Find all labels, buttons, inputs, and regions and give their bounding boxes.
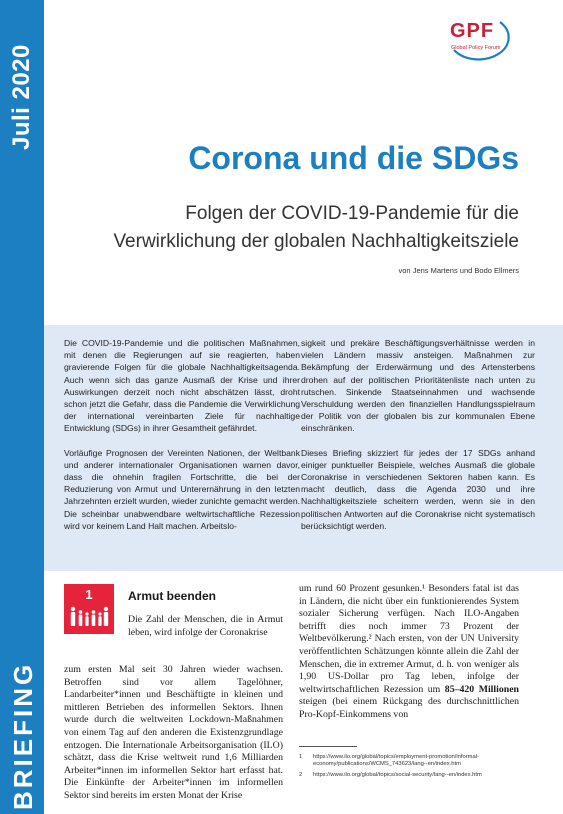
family-people-icon — [69, 606, 109, 628]
intro-column-right — [301, 337, 535, 544]
sidebar-band — [0, 0, 44, 814]
page-subtitle: Folgen der COVID-19-Pandemie für die Verwirklichung der globalen Nachhaltigkeitsziele — [113, 203, 519, 252]
logo-subtitle: Global Policy Forum — [451, 45, 501, 51]
intro-box — [44, 325, 563, 571]
footnote-divider — [299, 746, 357, 747]
sdg-number: 1 — [85, 587, 93, 602]
authors-line: von Jens Martens und Bodo Ellmers — [398, 266, 519, 275]
highlight-figure: 85–420 Millionen — [444, 683, 519, 695]
intro-column-left — [64, 337, 300, 544]
section-text-intro: Die Zahl der Menschen, die in Armut leben, wird infolge der Coronakrise — [128, 614, 283, 638]
publication-type-label: BRIEFING — [8, 661, 38, 810]
footnote-link[interactable]: https://www.ilo.org/global/topics/employment-promotion/informal-economy/publications/WCMS_743623/lang--en/index.htm — [313, 754, 479, 768]
page-title: Corona und die SDGs — [188, 140, 519, 176]
section-title: Armut beenden — [128, 589, 217, 603]
footnote-link[interactable]: https://www.ilo.org/global/topics/social-security/lang--en/index.htm — [313, 771, 482, 778]
intro-paragraph: Dieses Briefing skizziert für jedes der 17 SDGs anhand einiger punktueller Beispiele, welches Ausmaß die globale Coronakrise in verschiedenen Sektoren haben kann. Es macht deutlich, dass die Agenda 2030 und ihre Nachhaltigkeitsziele scheitern werden, wenn sie in den politischen Antworten auf die Coronakrise nicht systematisch berücksichtigt werden. — [301, 447, 535, 531]
issue-date: Juli 2020 — [8, 44, 35, 150]
section-text-right — [299, 583, 519, 722]
footnote — [299, 754, 539, 769]
text-run: steigen (bei einem Rückgang des durchschnittlichen Pro-Kopf-Einkommens von — [299, 696, 519, 720]
footnote — [299, 772, 539, 779]
footnotes — [299, 754, 539, 782]
section-text-left: zum ersten Mal seit 30 Jahren wieder wachsen. Betroffen sind vor allem Tagelöhner, Landarbeiter*innen und Beschäftigte in kleinen und mittleren Betrieben des informellen Sektors. Ihnen wurde durch die weltweiten Lockdown-Maßnahmen von einem Tag auf den anderen die Existenzgrundlage entzogen. Die Internationale Arbeitsorganisation (ILO) schätzt, dass die Krise weltweit rund 1,6 Milliarden Arbeiter*innen im informellen Sektor hart erfasst hat. Die Einkünfte der Arbeiter*innen im informellen Sektor sind bereits im ersten Monat der Krise — [64, 664, 283, 801]
intro-paragraph: Die COVID-19-Pandemie und die politischen Maßnahmen, mit denen die Regierungen auf sie reagierten, haben gravierende Folgen für die globale Nachhaltigkeitsagenda. Auch wenn sich das ganze Ausmaß der Krise und ihrer Auswirkungen derzeit noch nicht abschätzen lässt, droht schon jetzt die Gefahr, dass die Pandemie die Verwirklichung der international vereinbarten Ziele für nachhaltige Entwicklung (SDGs) in ihrer Gesamtheit gefährdet. — [64, 338, 300, 434]
footnote-number: 2 — [299, 771, 303, 778]
sdg-1-badge — [64, 584, 114, 634]
footnote-number: 1 — [299, 754, 303, 760]
text-run: um rund 60 Prozent gesunken.¹ Besonders fatal ist das in Ländern, die nicht über ein funktionierendes System sozialer Sicherung verfügen. Nach ILO-Angaben betrifft dies noch immer 73 Prozent der Weltbevölkerung.² Nach ersten, von der UN University veröffentlichten Schätzungen könnte allein die Zahl der Menschen, die in extremer Armut, d. h. von weniger als 1,90 US-Dollar pro Tag leben, infolge der weltwirtschaftlichen Rezession um — [299, 583, 519, 695]
logo-text: GPF — [450, 20, 495, 42]
intro-paragraph: Vorläufige Prognosen der Vereinten Nationen, der Weltbank und anderer internationaler Organisationen warnen davor, dass die ohnehin fragilen Fortschritte, die bei der Reduzierung von Armut und Unterernährung in den letzten Jahrzehnten erzielt wurden, wieder zunichte gemacht werden. Die scheinbar unabwendbare weltwirtschaftliche Rezession wird vor keinem Land Halt machen. Arbeitslo- — [64, 447, 300, 531]
intro-paragraph: sigkeit und prekäre Beschäftigungsverhältnisse werden in vielen Ländern massiv ansteigen. Maßnahmen zur Bekämpfung der Erderwärmung und des Artensterbens drohen auf der politischen Prioritätenliste nach unten zu rutschen. Sinkende Staatseinnahmen und wachsende Verschuldung werden den finanziellen Handlungsspielraum der Politik von der globalen bis zur kommunalen Ebene einschränken. — [301, 338, 535, 434]
